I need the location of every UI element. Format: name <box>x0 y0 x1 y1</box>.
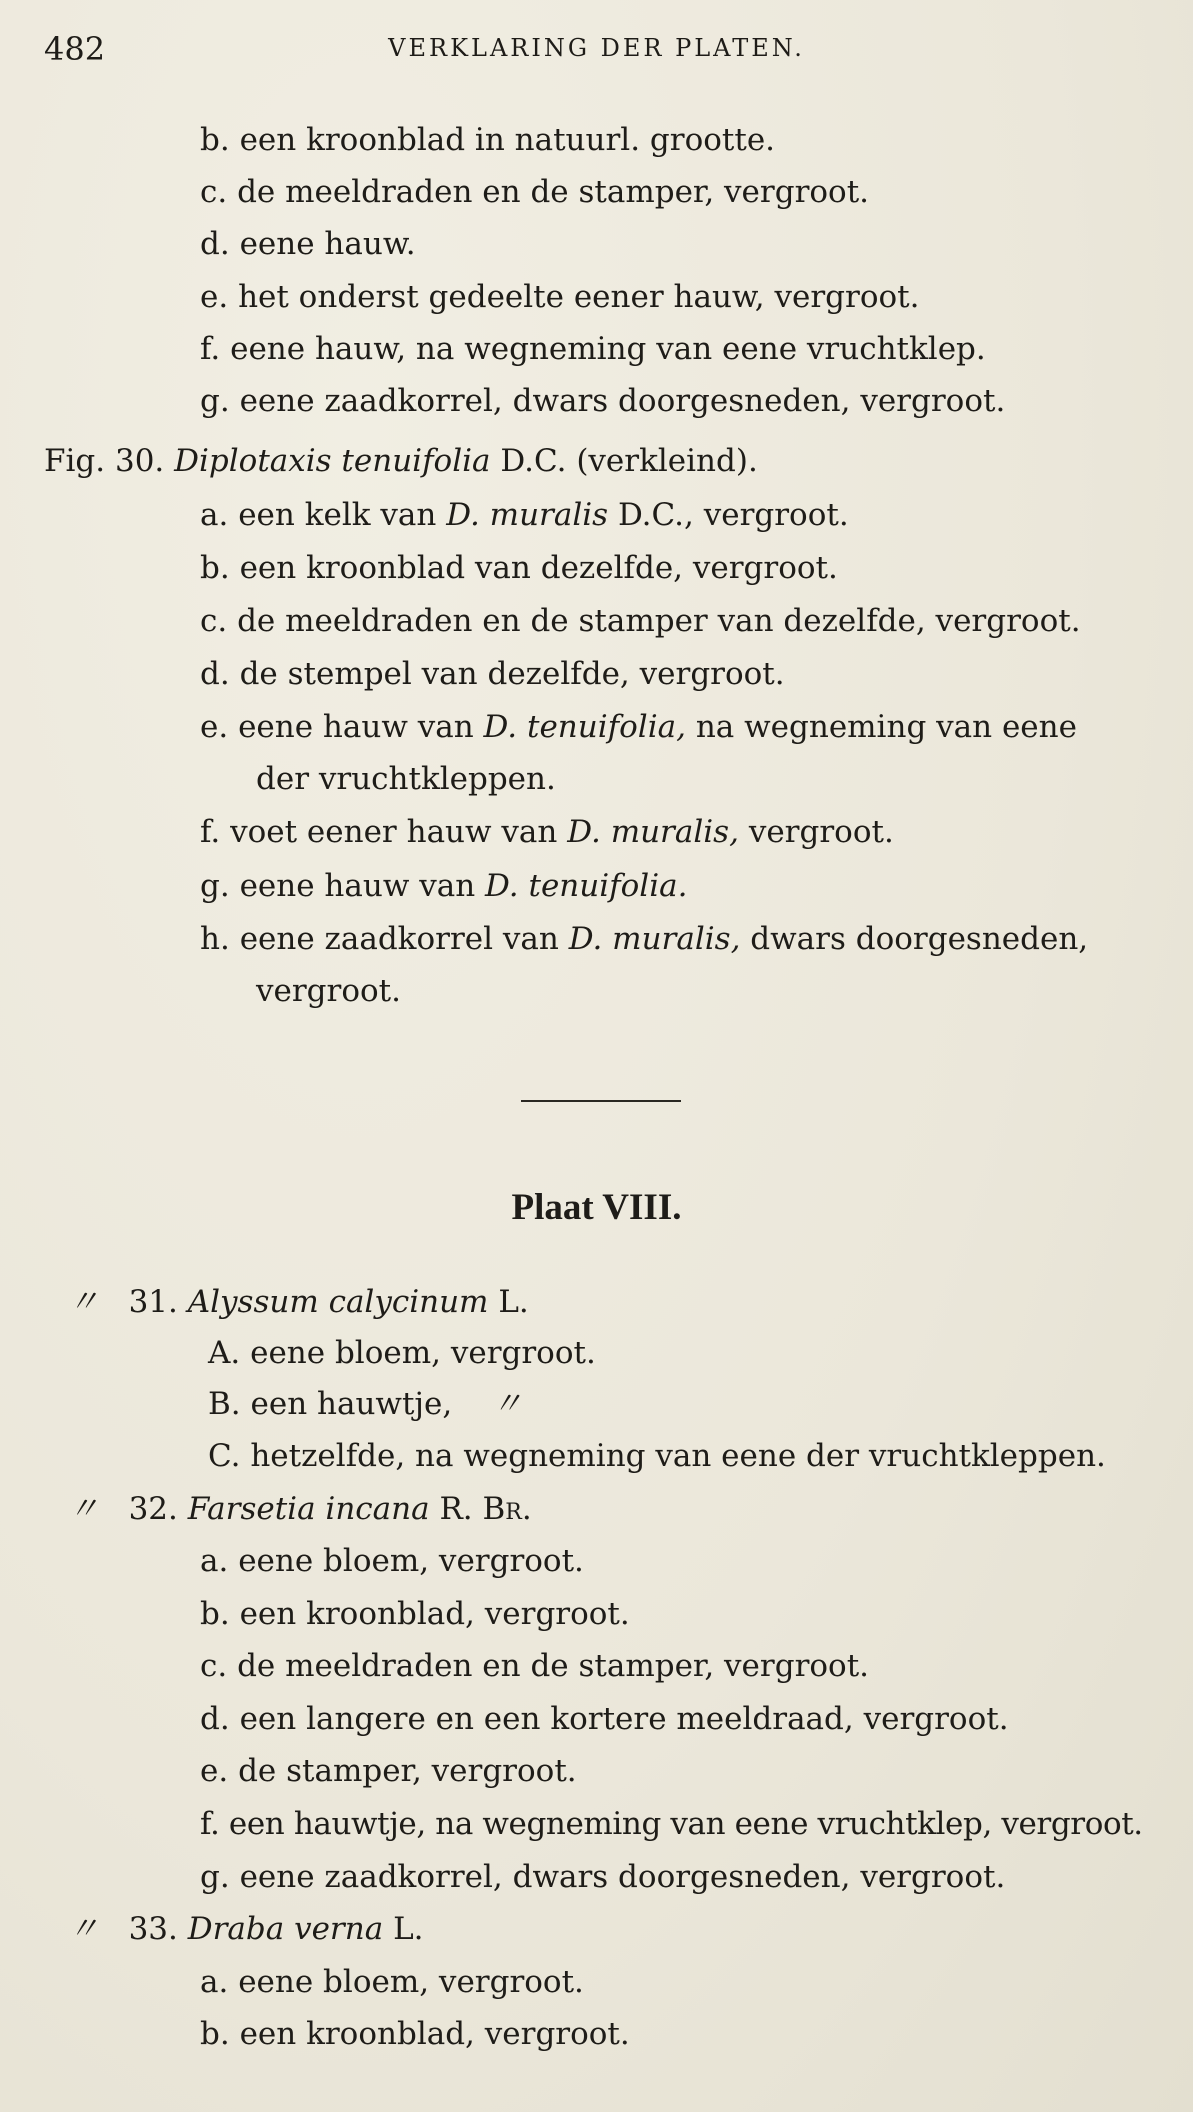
list-item: b. een kroonblad in natuurl. grootte. <box>200 122 776 158</box>
page-number: 482 <box>44 30 106 68</box>
list-item: f. een hauwtje, na wegneming van eene vruchtklep, vergroot. <box>200 1806 1143 1842</box>
list-item: d. eene hauw. <box>200 226 416 262</box>
list-item: b. een kroonblad, vergroot. <box>200 1596 630 1632</box>
figure-heading: 〃 31. Alyssum calycinum L. <box>68 1284 529 1320</box>
list-item: a. een kelk van D. muralis D.C., vergroot. <box>200 497 849 533</box>
list-item: d. een langere en een kortere meeldraad, vergroot. <box>200 1701 1009 1737</box>
list-item-continuation: vergroot. <box>256 973 401 1009</box>
section-divider <box>521 1100 681 1102</box>
list-item: a. eene bloem, vergroot. <box>200 1543 584 1579</box>
list-item: A. eene bloem, vergroot. <box>208 1335 596 1371</box>
list-item: e. het onderst gedeelte eener hauw, vergroot. <box>200 279 920 315</box>
list-item: g. eene hauw van D. tenuifolia. <box>200 868 688 904</box>
list-item: f. eene hauw, na wegneming van eene vruchtklep. <box>200 331 986 367</box>
list-item: c. de meeldraden en de stamper van dezelfde, vergroot. <box>200 603 1081 639</box>
list-item: a. eene bloem, vergroot. <box>200 1964 584 2000</box>
plate-heading: Plaat VIII. <box>511 1187 682 1228</box>
list-item: c. de meeldraden en de stamper, vergroot. <box>200 1648 870 1684</box>
list-item: e. eene hauw van D. tenuifolia, na wegneming van eene <box>200 709 1077 745</box>
list-item: C. hetzelfde, na wegneming van eene der vruchtkleppen. <box>208 1438 1106 1474</box>
list-item-continuation: der vruchtkleppen. <box>256 761 556 797</box>
list-item: g. eene zaadkorrel, dwars doorgesneden, vergroot. <box>200 383 1006 419</box>
list-item: b. een kroonblad, vergroot. <box>200 2016 630 2052</box>
list-item: c. de meeldraden en de stamper, vergroot. <box>200 174 870 210</box>
list-item: f. voet eener hauw van D. muralis, vergroot. <box>200 814 894 850</box>
figure-heading: 〃 32. Farsetia incana R. Br. <box>68 1491 532 1527</box>
list-item: b. een kroonblad van dezelfde, vergroot. <box>200 550 838 586</box>
running-title: VERKLARING DER PLATEN. <box>388 34 805 62</box>
list-item: d. de stempel van dezelfde, vergroot. <box>200 656 785 692</box>
figure-heading: 〃 33. Draba verna L. <box>68 1911 424 1947</box>
list-item: B. een hauwtje, 〃 <box>208 1386 523 1422</box>
figure-heading: Fig. 30. Diplotaxis tenuifolia D.C. (verkleind). <box>44 443 758 479</box>
list-item: e. de stamper, vergroot. <box>200 1753 577 1789</box>
list-item: h. eene zaadkorrel van D. muralis, dwars doorgesneden, <box>200 921 1089 957</box>
list-item: g. eene zaadkorrel, dwars doorgesneden, vergroot. <box>200 1859 1006 1895</box>
